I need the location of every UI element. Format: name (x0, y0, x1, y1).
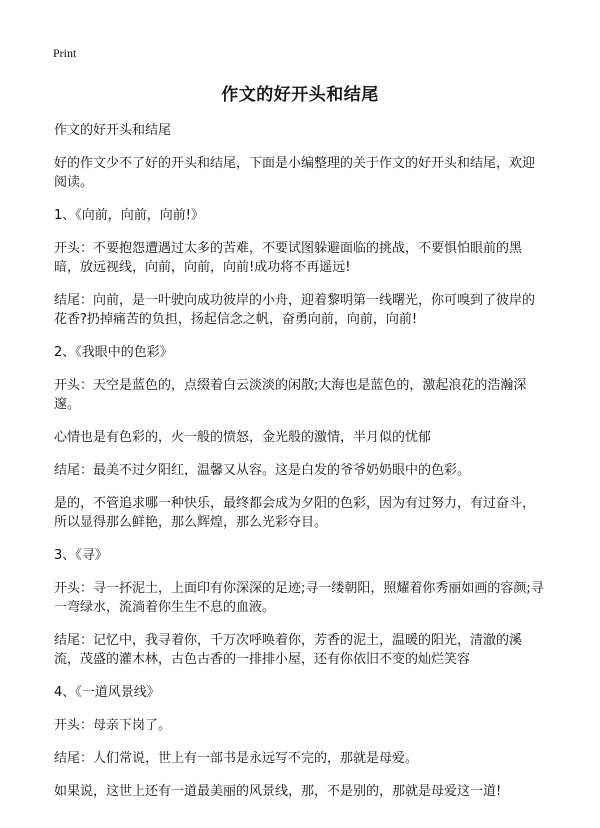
section-heading: 3、《寻》 (54, 548, 108, 563)
body-paragraph: 开头：母亲下岗了。 (54, 718, 172, 733)
article-title: 作文的好开头和结尾 (221, 85, 379, 105)
body-paragraph: 开头：天空是蓝色的，点缀着白云淡淡的闲散;大海也是蓝色的，激起浪花的浩瀚深邃。 (54, 378, 527, 412)
subtitle-paragraph: 作文的好开头和结尾 (54, 123, 172, 138)
section-heading: 4、《一道风景线》 (54, 685, 160, 700)
body-paragraph: 开头：寻一抔泥土，上面印有你深深的足迹;寻一缕朝阳，照耀着你秀丽如画的容颜;寻一弯绿水，流淌着你生生不息的血液。 (54, 581, 544, 615)
print-label: Print (53, 46, 77, 60)
intro-paragraph: 好的作文少不了好的开头和结尾，下面是小编整理的关于作文的好开头和结尾，欢迎阅读。 (54, 156, 536, 190)
body-paragraph: 结尾：记忆中，我寻着你，千万次呼唤着你，芳香的泥土，温暖的阳光，清澈的溪流，茂盛的灌木林，古色古香的一排排小屋，还有你依旧不变的灿烂笑容 (54, 633, 523, 667)
body-paragraph: 开头：不要抱怨遭遇过太多的苦难，不要试图躲避面临的挑战，不要惧怕眼前的黑暗，放远视线，向前，向前，向前!成功将不再遥远! (54, 241, 523, 275)
body-paragraph: 是的，不管追求哪一种快乐，最终都会成为夕阳的色彩，因为有过努力，有过奋斗，所以显得那么鲜艳，那么辉煌，那么光彩夺目。 (54, 496, 536, 530)
body-paragraph: 结尾：人们常说，世上有一部书是永远写不完的，那就是母爱。 (54, 751, 419, 766)
body-paragraph: 结尾：最美不过夕阳红，温馨又从容。这是白发的爷爷奶奶眼中的色彩。 (54, 463, 471, 478)
section-heading: 1、《向前，向前，向前!》 (54, 208, 204, 223)
article-body (54, 121, 546, 815)
section-heading: 2、《我眼中的色彩》 (54, 345, 173, 360)
body-paragraph: 结尾：向前，是一叶驶向成功彼岸的小舟，迎着黎明第一线曙光，你可嗅到了彼岸的花香?扔掉痛苦的负担，扬起信念之帆，奋勇向前，向前，向前! (54, 293, 536, 327)
body-paragraph: 心情也是有色彩的，火一般的愤怒，金光般的激情，半月似的忧郁 (54, 430, 432, 445)
body-paragraph: 如果说，这世上还有一道最美丽的风景线，那，不是别的，那就是母爱这一道! (54, 784, 502, 799)
